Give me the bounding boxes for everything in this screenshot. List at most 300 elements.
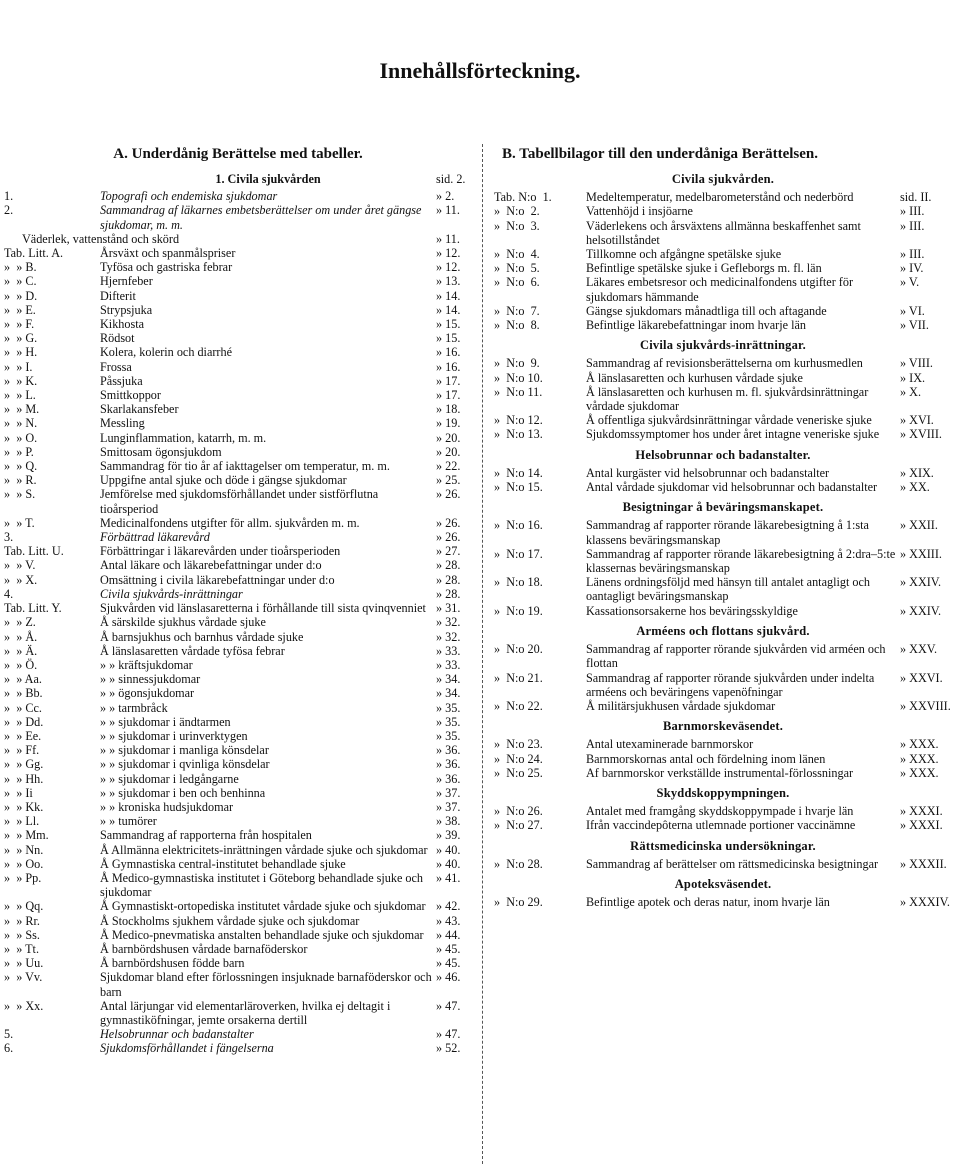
entry-title: Kikhosta [100, 317, 145, 332]
entry-label: » N:o 8. [494, 318, 543, 333]
toc-entry [4, 1027, 472, 1041]
toc-entry [4, 459, 472, 473]
toc-entry [4, 871, 472, 899]
entry-title: Å särskilde sjukhus vårdade sjuke [100, 615, 266, 630]
entry-page: » 25. [436, 473, 461, 488]
toc-entry [4, 345, 472, 359]
entry-title: Sammandrag af rapporter rörande sjukvården vid arméen och flottan [586, 642, 886, 671]
entry-label: » N:o 25. [494, 765, 546, 780]
toc-entry [4, 374, 472, 388]
entry-label: » » X. [4, 572, 41, 587]
entry-title: Messling [100, 416, 145, 431]
entry-title: Å barnsjukhus och barnhus vårdade sjuke [100, 629, 304, 644]
entry-page: » 32. [436, 629, 461, 644]
entry-label: » » B. [4, 260, 40, 275]
entry-title: Helsobrunnar och badanstalter [100, 1027, 254, 1042]
toc-entry [4, 942, 472, 956]
entry-page: » 28. [436, 586, 461, 601]
entry-title: » » kroniska hudsjukdomar [100, 799, 234, 814]
toc-entry [4, 331, 472, 345]
section-heading: Arméens och flottans sjukvård. [636, 623, 810, 638]
entry-page: » XXX. [900, 751, 939, 766]
entry-page: sid. 2. [436, 172, 466, 186]
entry-label: » N:o 2. [494, 204, 543, 219]
toc-entry [4, 317, 472, 331]
entry-label: » » S. [4, 487, 39, 502]
entry-page: » 31. [436, 601, 461, 616]
entry-label: » » Ii [4, 785, 36, 800]
entry-title: Å länslasaretten och kurhusen vårdade sjuke [586, 370, 803, 385]
entry-page: » 39. [436, 828, 461, 843]
toc-entry [4, 388, 472, 402]
toc-entry [4, 203, 472, 231]
entry-page: » 26. [436, 487, 461, 502]
entry-title: Skarlakansfeber [100, 402, 179, 417]
entry-page: » XIX. [900, 465, 934, 480]
entry-page: » XXXII. [900, 856, 947, 871]
entry-page: » XXVIII. [900, 698, 951, 713]
entry-label: » » Vv. [4, 970, 46, 985]
toc-entry [494, 895, 952, 909]
toc-entry [4, 303, 472, 317]
toc-entry [494, 385, 952, 413]
entry-label: » » Pp. [4, 870, 45, 885]
entry-title: » » ögonsjukdomar [100, 686, 195, 701]
entry-label: » » Gg. [4, 757, 47, 772]
entry-label: » N:o 3. [494, 218, 543, 233]
entry-page: » VI. [900, 303, 925, 318]
entry-title: Förbättringar i läkarevården under tioårsperioden [100, 544, 341, 559]
entry-title: Smittosam ögonsjukdom [100, 444, 222, 459]
entry-title: 1. Civila sjukvården [215, 172, 321, 186]
entry-label: » » Ff. [4, 743, 43, 758]
entry-title: » » sjukdomar i ändtarmen [100, 714, 231, 729]
section-heading: Civila sjukvårds-inrättningar. [640, 338, 806, 353]
entry-title: Sammandrag af läkarnes embetsberättelser om under året gängse sjukdomar, m. m. [100, 203, 422, 232]
entry-title: Ifrån vaccindepôterna utlemnade portioner vaccinämne [586, 818, 856, 833]
toc-entry [494, 604, 952, 618]
entry-label: » N:o 9. [494, 356, 543, 371]
toc-entry [4, 487, 472, 515]
toc-entry [4, 445, 472, 459]
entry-page: » III. [900, 247, 925, 262]
entry-label: » » Mm. [4, 828, 52, 843]
toc-entry [494, 371, 952, 385]
entry-label: » » Hh. [4, 771, 47, 786]
entry-page: » VIII. [900, 356, 933, 371]
toc-entry [4, 672, 472, 686]
toc-entry [494, 413, 952, 427]
entry-title: Sammandrag af rapporter rörande läkarebesigtning å 2:dra–5:te klassernas beväringsmanskap [586, 546, 896, 576]
toc-entry [4, 587, 472, 601]
entry-page: » 44. [436, 927, 461, 942]
entry-title: Rödsot [100, 331, 135, 346]
toc-entry [4, 743, 472, 757]
toc-entry [494, 737, 952, 751]
entry-label: 3. [4, 530, 17, 545]
toc-entry [4, 786, 472, 800]
entry-label: » N:o 7. [494, 303, 543, 318]
toc-entry [4, 701, 472, 715]
entry-title: Å länslasaretten vårdade tyfösa febrar [100, 643, 285, 658]
entry-title: Sammandrag af rapporter rörande läkarebesigtning å 1:sta klassens beväringsmanskap [586, 518, 869, 547]
section-heading: Apoteksväsendet. [674, 876, 772, 891]
toc-entry [494, 261, 952, 275]
entry-label: » » H. [4, 345, 41, 360]
entry-page: » 18. [436, 402, 461, 417]
entry-page: » X. [900, 384, 921, 399]
entry-title: Sjukvården vid länslasaretterna i förhållande till sista qvinqvenniet [100, 601, 426, 616]
entry-label: » » C. [4, 274, 40, 289]
toc-entry [494, 804, 952, 818]
right-sections [494, 172, 952, 909]
toc-entry [494, 857, 952, 871]
toc-entry [4, 558, 472, 572]
toc-entry [494, 547, 952, 575]
entry-label: » N:o 19. [494, 603, 546, 618]
entry-label: 2. [4, 203, 17, 218]
toc-entry [494, 480, 952, 494]
entry-title: » » sjukdomar i ben och benhinna [100, 785, 266, 800]
entry-label: » » Kk. [4, 799, 47, 814]
entry-label: » N:o 10. [494, 370, 546, 385]
entry-page: » XX. [900, 480, 930, 495]
entry-title: Sjukdomsförhållandet i fängelserna [100, 1041, 274, 1056]
entry-label: » » Aa. [4, 672, 45, 687]
entry-title: Medicinalfondens utgifter för allm. sjukvården m. m. [100, 515, 360, 530]
toc-entry [4, 260, 472, 274]
entry-page: » 47. [436, 1027, 461, 1042]
entry-label: » N:o 21. [494, 670, 546, 685]
entry-title: Barnmorskornas antal och fördelning inom länen [586, 751, 826, 766]
entry-title: Sammandrag af berättelser om rättsmedicinska besigtningar [586, 856, 879, 871]
entry-label: » » L. [4, 388, 39, 403]
entry-title: Å barnbördshusen födde barn [100, 956, 245, 971]
entry-page: » XXIII. [900, 546, 942, 561]
entry-page: » 35. [436, 700, 461, 715]
entry-page: » XXVI. [900, 670, 943, 685]
entry-label: » » Ll. [4, 814, 43, 829]
section-heading: Besigtningar å beväringsmanskapet. [622, 500, 824, 515]
entry-label: » N:o 18. [494, 575, 546, 590]
entry-label: » N:o 26. [494, 804, 546, 819]
entry-page: » 45. [436, 956, 461, 971]
entry-label: » » Rr. [4, 913, 43, 928]
toc-entry [494, 818, 952, 832]
entry-title: » » tarmbråck [100, 700, 168, 715]
entry-title: Å Medico-pnevmatiska anstalten behandlade sjuke och sjukdomar [100, 927, 424, 942]
entry-label: » » Cc. [4, 700, 45, 715]
toc-entry [494, 304, 952, 318]
entry-page: » 15. [436, 331, 461, 346]
entry-label: 6. [4, 1041, 17, 1056]
entry-page: » XVI. [900, 413, 934, 428]
section-heading: Civila sjukvården. [671, 172, 775, 186]
entry-title: Uppgifne antal sjuke och döde i gängse sjukdomar [100, 473, 347, 488]
entry-page: » XXV. [900, 642, 938, 657]
toc-entry [4, 246, 472, 260]
entry-page: » 22. [436, 459, 461, 474]
entry-page: » 19. [436, 416, 461, 431]
entry-label: » » Bb. [4, 686, 46, 701]
entry-title: » » sjukdomar i ledgångarne [100, 771, 239, 786]
entry-label: » N:o 23. [494, 737, 546, 752]
entry-title: Sammandrag af rapporter rörande sjukvården under indelta arméens och beväringens vapenöfningar [586, 670, 875, 699]
entry-page: » 28. [436, 572, 461, 587]
entry-title: Å Allmänna elektricitets-inrättningen vårdade sjuke och sjukdomar [100, 842, 428, 857]
entry-label: » N:o 12. [494, 413, 546, 428]
entry-page: » 41. [436, 870, 461, 885]
entry-page: » 32. [436, 615, 461, 630]
entry-title: Tyfösa och gastriska febrar [100, 260, 233, 275]
entry-title: Antal utexaminerade barnmorskor [586, 737, 754, 752]
toc-entry [4, 800, 472, 814]
entry-title: Gängse sjukdomars månadtliga till och aftagande [586, 303, 827, 318]
entry-page: » 37. [436, 785, 461, 800]
entry-label: » » I. [4, 359, 36, 374]
entry-label: » » Uu. [4, 956, 47, 971]
section-heading: Barnmorskeväsendet. [662, 719, 784, 734]
entry-label: » N:o 15. [494, 480, 546, 495]
entry-title: Väderlekens och årsväxtens allmänna beskaffenhet samt helsotillståndet [586, 218, 861, 247]
toc-entry [4, 573, 472, 587]
entry-label: » » D. [4, 288, 41, 303]
entry-title: » » sjukdomar i urinverktygen [100, 728, 248, 743]
toc-entry [494, 699, 952, 713]
entry-page: » XXIV. [900, 603, 942, 618]
toc-entry [4, 843, 472, 857]
entry-label: » » V. [4, 558, 39, 573]
entry-label: » » Tt. [4, 941, 43, 956]
entry-page: » 28. [436, 558, 461, 573]
entry-title: » » sjukdomar i qvinliga könsdelar [100, 757, 270, 772]
entry-page: » 17. [436, 373, 461, 388]
entry-label: » N:o 11. [494, 384, 546, 399]
toc-entry [4, 402, 472, 416]
entry-page: » 16. [436, 345, 461, 360]
toc-entry [4, 473, 472, 487]
toc-entry [4, 928, 472, 942]
entry-page: » 42. [436, 899, 461, 914]
entry-label: » N:o 20. [494, 642, 546, 657]
entry-title: Å länslasaretten och kurhusen m. fl. sjukvårdsinrättningar vårdade sjukdomar [586, 384, 869, 414]
entry-label: » N:o 22. [494, 698, 546, 713]
entry-title: Antalet med framgång skyddskoppympade i hvarje län [586, 804, 854, 819]
toc-entry [4, 970, 472, 998]
entry-title: Strypsjuka [100, 302, 153, 317]
entry-page: » 35. [436, 728, 461, 743]
entry-title: Antal lärjungar vid elementarläroverken, hvilka ej deltagit i gymnastiköfningar, jemte orsakerna dertill [100, 998, 391, 1027]
entry-label: » » R. [4, 473, 40, 488]
left-entries [4, 172, 472, 1056]
toc-entry [494, 356, 952, 370]
entry-page: » 46. [436, 970, 461, 985]
toc-entry [494, 518, 952, 546]
toc-entry [4, 232, 472, 246]
entry-label: » » Dd. [4, 714, 47, 729]
entry-label: 4. [4, 586, 17, 601]
entry-label: » » Nn. [4, 842, 47, 857]
entry-page: » 47. [436, 998, 461, 1013]
toc-entry [494, 642, 952, 670]
toc-entry [4, 516, 472, 530]
toc-entry [4, 857, 472, 871]
entry-title: Å offentliga sjukvårdsinrättningar vårdade veneriske sjuke [586, 413, 872, 428]
entry-title: Befintlige spetälske sjuke i Gefleborgs m. fl. län [586, 261, 822, 276]
entry-label: » » Å. [4, 629, 41, 644]
entry-label: » » Ä. [4, 643, 41, 658]
entry-label: » N:o 24. [494, 751, 546, 766]
entry-title: Länens ordningsföljd med hänsyn till antalet antagligt och oantagligt beväringsmanskap [586, 575, 870, 604]
entry-page: » 12. [436, 246, 461, 261]
entry-title: Kassationsorsakerne hos beväringsskyldige [586, 603, 798, 618]
toc-entry [4, 729, 472, 743]
entry-page: » 15. [436, 317, 461, 332]
entry-page: » 27. [436, 544, 461, 559]
entry-title: Frossa [100, 359, 132, 374]
entry-label: » N:o 29. [494, 895, 546, 910]
entry-label: » » Xx. [4, 998, 47, 1013]
toc-entry [494, 318, 952, 332]
entry-page: » XXXI. [900, 804, 943, 819]
entry-page: » 52. [436, 1041, 461, 1056]
entry-page: » 2. [436, 189, 455, 204]
entry-title: Å Stockholms sjukhem vårdade sjuke och sjukdomar [100, 913, 360, 928]
entry-page: » XXII. [900, 518, 938, 533]
entry-label: » » G. [4, 331, 41, 346]
entry-title: Tillkomne och afgångne spetälske sjuke [586, 247, 782, 262]
entry-title: Difterit [100, 288, 136, 303]
entry-title: Å Medico-gymnastiska institutet i Göteborg behandlade sjuke och sjukdomar [100, 870, 424, 900]
entry-page: » XXIV. [900, 575, 942, 590]
entry-page: » 26. [436, 515, 461, 530]
entry-label: » N:o 14. [494, 465, 546, 480]
entry-title: Antal kurgäster vid helsobrunnar och badanstalter [586, 465, 830, 480]
entry-page: » 33. [436, 657, 461, 672]
toc-entry [4, 630, 472, 644]
toc-entry [4, 772, 472, 786]
entry-label: » » Oo. [4, 856, 47, 871]
toc-entry [4, 274, 472, 288]
entry-title: » » sjukdomar i manliga könsdelar [100, 743, 269, 758]
section-heading: Rättsmedicinska undersökningar. [630, 838, 816, 853]
entry-label: » » T. [4, 515, 38, 530]
entry-label: » » O. [4, 430, 41, 445]
entry-page: » 34. [436, 686, 461, 701]
entry-title: » » tumörer [100, 814, 157, 829]
entry-page: » IV. [900, 261, 924, 276]
entry-title: Sjukdomar bland efter förlossningen insjuknade barnaföderskor och barn [100, 970, 432, 999]
entry-page: » 35. [436, 714, 461, 729]
toc-entry [494, 752, 952, 766]
entry-page: » IX. [900, 370, 926, 385]
entry-label: » N:o 5. [494, 261, 543, 276]
toc-entry [4, 814, 472, 828]
toc-entry [4, 956, 472, 970]
toc-entry [4, 189, 472, 203]
toc-entry [4, 828, 472, 842]
toc-entry [494, 247, 952, 261]
entry-page: » III. [900, 204, 925, 219]
entry-page: » 11. [436, 203, 460, 218]
entry-label: » » Ö. [4, 657, 41, 672]
entry-label: » » M. [4, 402, 43, 417]
toc-entry [4, 999, 472, 1027]
toc-entry [4, 686, 472, 700]
entry-page: » 40. [436, 842, 461, 857]
entry-title: Lunginflammation, katarrh, m. m. [100, 430, 267, 445]
toc-entry [4, 914, 472, 928]
entry-label: » » K. [4, 373, 41, 388]
entry-page: » XXXIV. [900, 895, 950, 910]
entry-page: » 14. [436, 302, 461, 317]
entry-title: Civila sjukvårds-inrättningar [100, 586, 243, 601]
toc-entry [4, 544, 472, 558]
toc-entry [4, 658, 472, 672]
entry-label: » » N. [4, 416, 41, 431]
left-column [4, 144, 472, 1056]
entry-title: Smittkoppor [100, 388, 161, 403]
entry-page: » 36. [436, 757, 461, 772]
entry-label: 5. [4, 1027, 17, 1042]
toc-entry [494, 275, 952, 303]
entry-label: » N:o 6. [494, 275, 543, 290]
entry-page: » XXX. [900, 737, 939, 752]
entry-title: » » kräftsjukdomar [100, 657, 193, 672]
toc-entry [494, 671, 952, 699]
toc-entry [4, 289, 472, 303]
entry-title: Omsättning i civila läkarebefattningar under d:o [100, 572, 335, 587]
entry-label: Tab. N:o 1. [494, 190, 555, 205]
entry-title: Årsväxt och spanmålspriser [100, 246, 236, 261]
entry-page: » 43. [436, 913, 461, 928]
entry-title: » » sinnessjukdomar [100, 672, 201, 687]
entry-title: Sjukdomssymptomer hos under året intagne veneriske sjuke [586, 427, 880, 442]
entry-label: Tab. Litt. U. [4, 544, 67, 559]
entry-title: Sammandrag af rapporterna från hospitalen [100, 828, 312, 843]
entry-title: Å barnbördshusen vårdade barnaföderskor [100, 941, 308, 956]
entry-page: » 40. [436, 856, 461, 871]
toc-entry [494, 219, 952, 247]
entry-title: Å Gymnastiskt-ortopediska institutet vårdade sjuke och sjukdomar [100, 899, 426, 914]
entry-label: » N:o 27. [494, 818, 546, 833]
entry-title: Antal vårdade sjukdomar vid helsobrunnar och badanstalter [586, 480, 878, 495]
toc-entry [4, 615, 472, 629]
entry-page: » XXXI. [900, 818, 943, 833]
entry-label: » » F. [4, 317, 38, 332]
entry-page: » XVIII. [900, 427, 942, 442]
column-divider [482, 144, 483, 1164]
toc-entry [4, 715, 472, 729]
entry-title: Väderlek, vattenstånd och skörd [22, 231, 180, 246]
entry-page: » 34. [436, 672, 461, 687]
right-column [494, 144, 952, 909]
entry-title: Å Gymnastiska central-institutet behandlade sjuke [100, 856, 346, 871]
entry-page: » 20. [436, 444, 461, 459]
right-heading: B. Tabellbilagor till den underdåniga Berättelsen. [502, 146, 819, 162]
entry-label: » » P. [4, 444, 37, 459]
entry-page: » XXX. [900, 765, 939, 780]
entry-label: » N:o 4. [494, 247, 543, 262]
toc-entry [494, 427, 952, 441]
left-heading: A. Underdånig Berättelse med tabeller. [113, 146, 363, 162]
entry-label: » » Qq. [4, 899, 47, 914]
entry-title: Kolera, kolerin och diarrhé [100, 345, 232, 360]
toc-entry [494, 766, 952, 780]
entry-page: » 11. [436, 231, 460, 246]
entry-page: » 36. [436, 771, 461, 786]
section-heading: Skyddskoppympningen. [656, 785, 790, 800]
